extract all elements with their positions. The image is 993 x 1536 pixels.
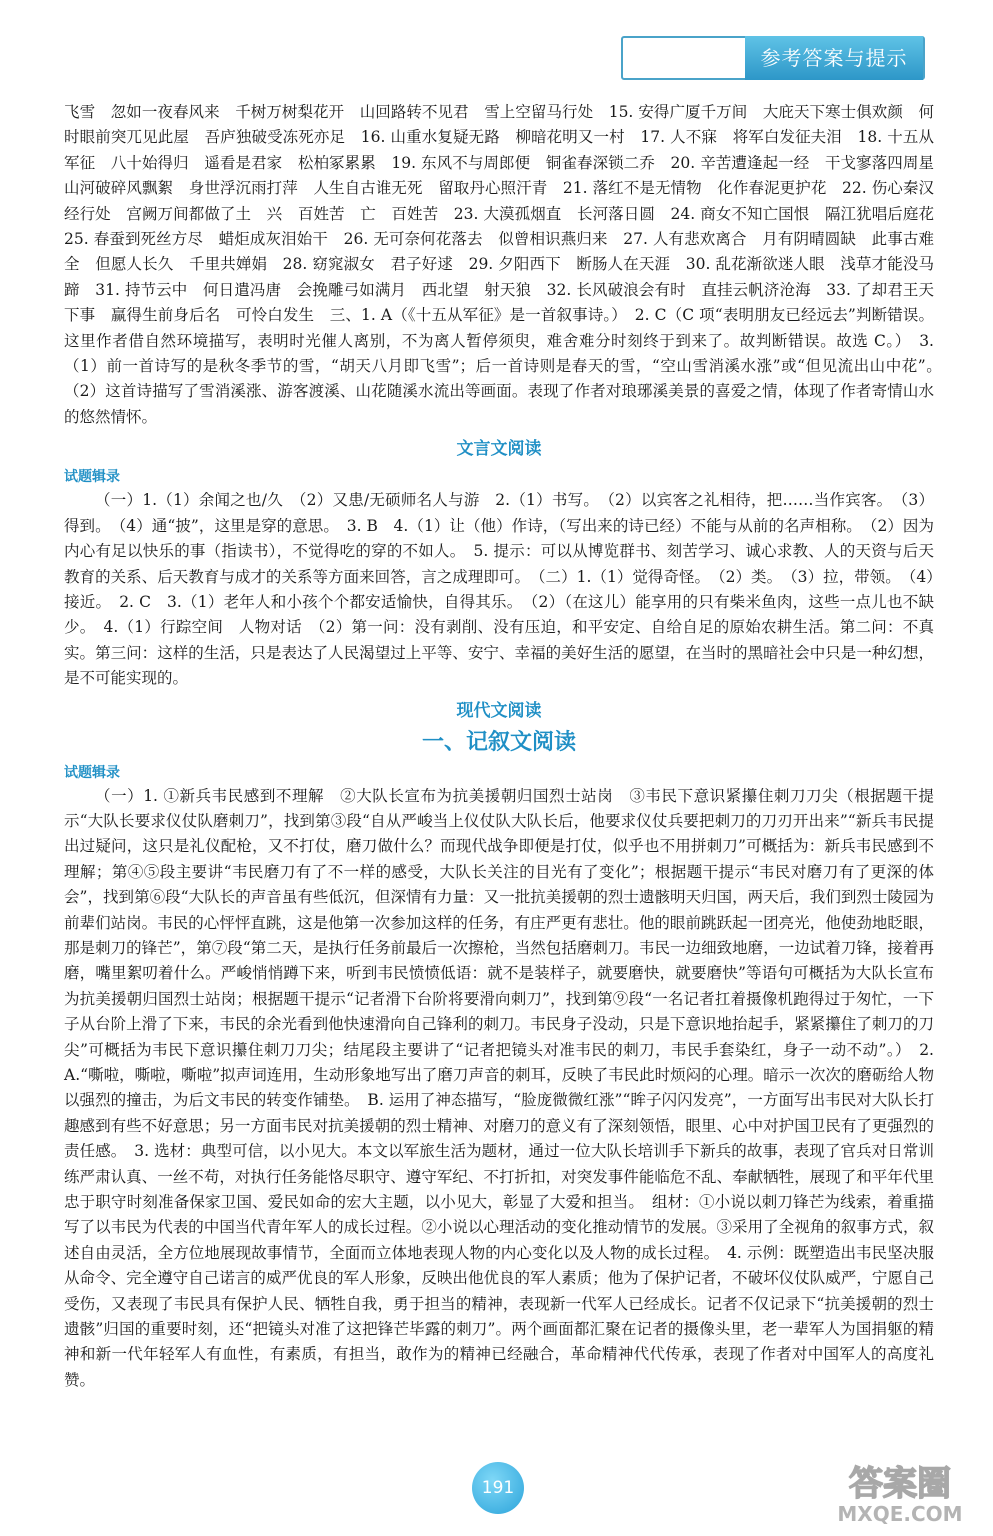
modern-section-title: 现代文阅读 bbox=[456, 700, 542, 721]
classical-section-title: 文言文阅读 bbox=[456, 439, 542, 460]
classical-label: 试题辑录 bbox=[64, 469, 120, 486]
watermark-top: 答案圈 bbox=[849, 1464, 951, 1504]
modern-label: 试题辑录 bbox=[64, 764, 120, 781]
narrative-subtitle: 一、记叙文阅读 bbox=[421, 729, 576, 755]
watermark-bottom: MXQE.COM bbox=[837, 1502, 963, 1526]
watermark-logo bbox=[820, 1455, 980, 1527]
page-number: 191 bbox=[472, 1462, 524, 1514]
poetry-answers: 飞雪 忽如一夜春风来 千树万树梨花开 山回路转不见君 雪上空留马行处 15. 安得广厦千万间 大庇天下寒士俱欢颜 何时眼前突兀见此屋 吾庐独破受冻死亦足 16. 山重水复疑无路 柳暗花明又一村 17. 人不寐 将军白发征夫泪 18. 十五从军征 八十始得归 遥看是君家 松柏冢累累 19. 东风不与周郎便 铜雀春深锁二乔 20. 辛苦遭逢起一经 干戈寥落四周星 山河破碎风飘絮 身世浮沉雨打萍 人生自古谁无死 留取丹心照汗青 21. 落红不是无情物 化作春泥更护花 22. 伤心秦汉经行处 宫阙万间都做了土 兴 百姓苦 亡 百姓苦 23. 大漠孤烟直 长河落日圆 24. 商女不知亡国恨 隔江犹唱后庭花 25. 春蚕到死丝方尽 蜡炬成灰泪始干 26. 无可奈何花落去 似曾相识燕归来 27. 人有悲欢离合 月有阴晴圆缺 此事古难全 但愿人长久 千里共婵娟 28. 窈窕淑女 君子好逑 29. 夕阳西下 断肠人在天涯 30. 乱花渐欲迷人眼 浅草才能没马蹄 31. 持节云中 何日遣冯唐 会挽雕弓如满月 西北望 射天狼 32. 长风破浪会有时 直挂云帆济沧海 33. 了却君王天下事 赢得生前身后名 可怜白发生 三、1. A（《十五从军征》是一首叙事诗。） 2. C（C 项“表明朋友已经远去”判断错误。这里作者借自然环境描写，表明时光催人离别，不为离人暂停须臾，难舍难分时刻终于到来了。故判断错误。故选 C。） 3.（1）前一首诗写的是秋冬季节的雪，“胡天八月即飞雪”；后一首诗则是春天的雪，“空山雪消溪水涨”或“但见流出山中花”。 （2）这首诗描写了雪消溪涨、游客渡溪、山花随溪水流出等画面。表现了作者对琅琊溪美景的喜爱之情，体现了作者寄情山水的悠然情怀。 bbox=[64, 103, 950, 426]
header-tab: 参考答案与提示 bbox=[745, 36, 923, 80]
narrative-answers: （一）1. ①新兵韦民感到不理解 ②大队长宣布为抗美援朝归国烈士站岗 ③韦民下意识紧攥住刺刀刀尖（根据题干提示“大队长要求仪仗队磨刺刀”，找到第③段“自从严峻当上仪仗队大队长后，他要求仪仗兵要把刺刀的刀刃开出来”“新兵韦民提出过疑问，这只是礼仪配枪，又不打仗，磨刀做什么？而现代战争即便是打仗，似乎也不用拼刺刀”可概括为：新兵韦民感到不理解；第④⑤段主要讲“韦民磨刀有了不一样的感受，大队长关注的目光有了变化”；根据题干提示“韦民对磨刀有了更深的体会”，找到第⑥段“大队长的声音虽有些低沉，但深情有力量：又一批抗美援朝的烈士遗骸明天归国，两天后，我们到烈士陵园为前辈们站岗。韦民的心怦怦直跳，这是他第一次参加这样的任务，有庄严更有悲壮。他的眼前跳跃起一团亮光，他使劲地眨眼，那是刺刀的锋芒”，第⑦段“第二天，是执行任务前最后一次擦枪，当然包括磨刺刀。韦民一边细致地磨，一边试着刀锋，接着再磨，嘴里絮叨着什么。严峻悄悄蹲下来，听到韦民愤愤低语：就不是装样子，就要磨快，就要磨快”等语句可概括为大队长宣布为抗美援朝归国烈士站岗；根据题干提示“记者滑下台阶将要滑向刺刀”，找到第⑨段“一名记者扛着摄像机跑得过于匆忙，一下子从台阶上滑了下来，韦民的余光看到他快速滑向自己锋利的刺刀。韦民身子没动，只是下意识地抬起手，紧紧攥住了刺刀的刀尖”可概括为韦民下意识攥住刺刀刀尖；结尾段主要讲了“记者把镜头对准韦民的刺刀，韦民手套染红，身子一动不动”。） 2. A.“嘶啦，嘶啦，嘶啦”拟声词连用，生动形象地写出了磨刀声音的刺耳，反映了韦民此时烦闷的心理。暗示一次次的磨砺给人物以强烈的撞击，为后文韦民的转变作铺垫。 B. 运用了神态描写，“脸庞微微红涨”“眸子闪闪发亮”，一方面写出韦民对大队长打趣感到有些不好意思；另一方面韦民对抗美援朝的烈士精神、对磨刀的意义有了深刻领悟，眼里、心中对护国卫民有了更强烈的责任感。 3. 选材：典型可信，以小见大。本文以军旅生活为题材，通过一位大队长培训手下新兵的故事，表现了官兵对日常训练严肃认真、一丝不苟，对执行任务能恪尽职守、遵守军纪、不打折扣，对突发事件能临危不乱、奉献牺牲，展现了和平年代里忠于职守时刻准备保家卫国、爱民如命的宏大主题，以小见大，彰显了大爱和担当。 组材：①小说以刺刀锋芒为线索，着重描写了以韦民为代表的中国当代青年军人的成长过程。②小说以心理活动的变化推动情节的发展。③采用了全视角的叙事方式，叙述自由灵活，全方位地展现故事情节，全面而立体地表现人物的内心变化以及人物的成长过程。 4. 示例：既塑造出韦民坚决服从命令、完全遵守自己诺言的威严优良的军人形象，反映出他优良的军人素质；他为了保护记者，不破坏仪仗队威严，宁愿自己受伤，又表现了韦民具有保护人民、牺牲自我，勇于担当的精神，表现新一代军人已经成长。记者不仅记录下“抗美援朝的烈士遗骸”归国的重要时刻，还“把镜头对准了这把锋芒毕露的刺刀”。两个画面都汇聚在记者的摄像头里，老一辈军人为国捐躯的精神和新一代年轻军人有血性，有素质，有担当，敢作为的精神已经融合，革命精神代代传承，表现了作者对中国军人的高度礼赞。 bbox=[64, 786, 934, 1389]
answer-content bbox=[64, 100, 950, 1393]
classical-answers: （一）1.（1）余闻之也/久 （2）又患/无硕师名人与游 2.（1）书写。 （2）以宾客之礼相待，把……当作宾客。 （3）得到。 （4）通“披”，这里是穿的意思。 3. B 4.（1）让（他）作诗，（写出来的诗已经）不能与从前的名声相称。 （2）因为内心有足以快乐的事（指读书），不觉得吃的穿的不如人。 5. 提示：可以从博览群书、刻苦学习、诚心求教、人的天资与后天教育的关系、后天教育与成才的关系等方面来回答，言之成理即可。 （二）1.（1）觉得奇怪。 （2）类。 （3）拉，带领。 （4）接近。 2. C 3.（1）老年人和小孩个个都安适愉快，自得其乐。 （2）（在这儿）能享用的只有柴米鱼肉，这些一点儿也不缺少。 4.（1）行踪空间 人物对话 （2）第一问：没有剥削、没有压迫，和平安定、自给自足的原始农耕生活。第二问：不真实。第三问：这样的生活，只是表达了人民渴望过上平等、安宁、幸福的美好生活的愿望，在当时的黑暗社会中只是一种幻想，是不可能实现的。 bbox=[64, 491, 934, 688]
